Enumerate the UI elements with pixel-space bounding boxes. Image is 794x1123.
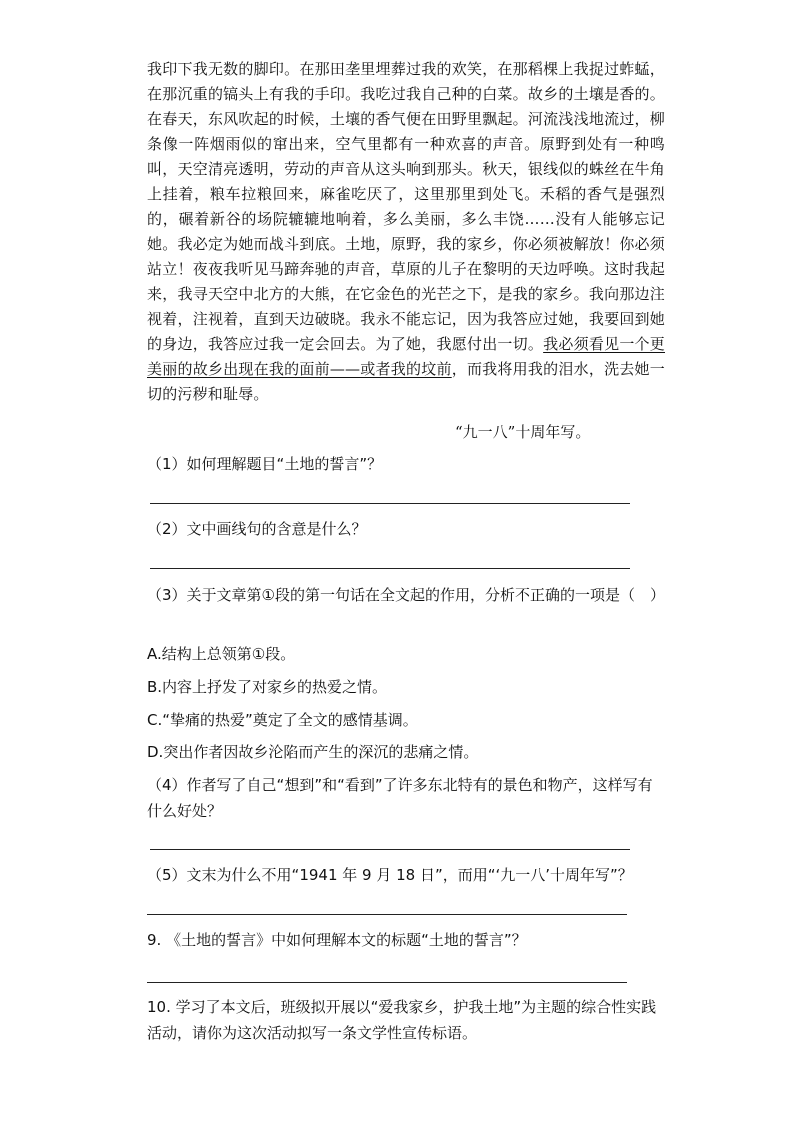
passage-ending: ，而我将用我的泪水，洗去她一切的污秽和耻辱。 [147,360,665,403]
option-d[interactable]: D.突出作者因故乡沦陷而产生的深沉的悲痛之情。 [147,743,479,761]
question-10: 10. 学习了本文后，班级拟开展以“爱我家乡，护我土地”为主题的综合性实践活动，请你为这次活动拟写一条文学性宣传标语。 [147,998,657,1042]
answer-line-4[interactable] [150,849,630,850]
question-3: （3）关于文章第①段的第一句话在全文起的作用，分析不正确的一项是（ ） [147,586,665,604]
question-4: （4）作者写了自己“想到”和“看到”了许多东北特有的景色和物产，这样写有什么好处？ [147,776,653,820]
answer-line-5[interactable] [147,914,627,915]
answer-line-9[interactable] [147,982,627,983]
underlined-sentence: 我必须看见一个更美丽的故乡出现在我的面前——或者我的坟前 [147,335,665,378]
option-c[interactable]: C.“挚痛的热爱”奠定了全文的感情基调。 [147,711,418,729]
answer-line-2[interactable] [150,568,630,569]
answer-line-1[interactable] [150,503,630,504]
question-5: （5）文末为什么不用“1941 年 9 月 18 日”，而用“‘九一八’十周年写”？ [147,866,633,884]
question-9: 9. 《土地的誓言》中如何理解本文的标题“土地的誓言”？ [147,931,527,949]
option-a[interactable]: A.结构上总领第①段。 [147,645,296,663]
passage-text [147,57,665,407]
passage-body: 我印下我无数的脚印。在那田垄里埋葬过我的欢笑，在那稻棵上我捉过蚱蜢，在那沉重的镐头上有我的手印。我吃过我自己种的白菜。故乡的土壤是香的。在春天，东风吹起的时候，土壤的香气便在田野里飘起。河流浅浅地流过，柳条像一阵烟雨似的窜出来，空气里都有一种欢喜的声音。原野到处有一种鸣叫，天空清亮透明，劳动的声音从这头响到那头。秋天，银线似的蛛丝在牛角上挂着，粮车拉粮回来，麻雀吃厌了，这里那里到处飞。禾稻的香气是强烈的，碾着新谷的场院辘辘地响着，多么美丽，多么丰饶……没有人能够忘记她。我必定为她而战斗到底。土地，原野，我的家乡，你必须被解放！你必须站立！夜夜我听见马蹄奔驰的声音，草原的儿子在黎明的天边呼唤。这时我起来，我寻天空中北方的大熊，在它金色的光芒之下，是我的家乡。我向那边注视着，注视着，直到天边破晓。我永不能忘记，因为我答应过她，我要回到她的身边，我答应过我一定会回去。为了她，我愿付出一切。 [147,60,665,353]
option-b[interactable]: B.内容上抒发了对家乡的热爱之情。 [147,678,388,696]
question-2: （2）文中画线句的含意是什么？ [147,520,367,538]
question-1: （1）如何理解题目“土地的誓言”？ [147,455,383,473]
passage-signoff: “九一八”十周年写。 [455,423,591,441]
